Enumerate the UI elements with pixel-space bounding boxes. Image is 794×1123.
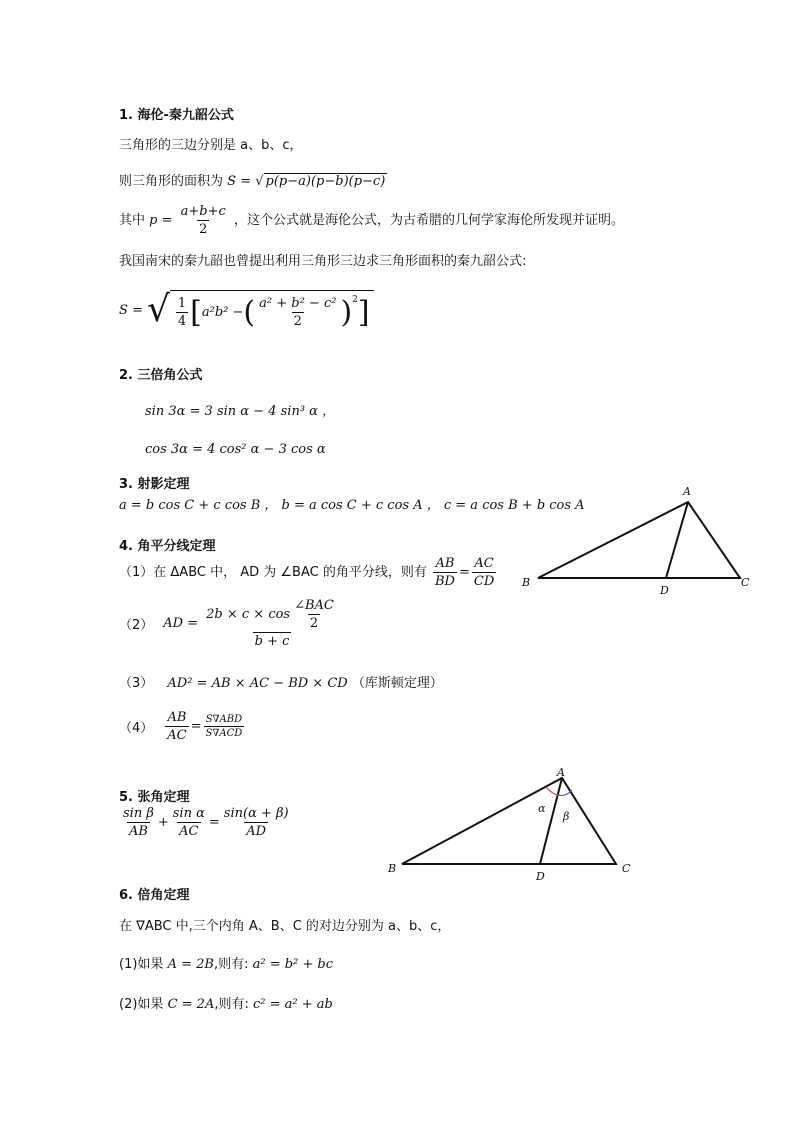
double-angle-case-1 (119, 953, 333, 972)
triple-cos-formula: cos 3α = 4 cos² α − 3 cos α (145, 442, 326, 457)
section-3-heading: 3. 射影定理 (119, 477, 190, 492)
vertex-d-label: D (660, 584, 669, 597)
area-acd: S∇ACD (205, 728, 243, 739)
ab-ac-fraction (165, 710, 188, 743)
area-ratio-fraction (204, 714, 245, 739)
ac-num: AC (474, 556, 494, 571)
triple-sin-formula: sin 3α = 3 sin α − 4 sin³ α ， (145, 404, 336, 419)
p-fraction (179, 204, 228, 237)
section-4-heading: 4. 角平分线定理 (119, 539, 216, 554)
ad-length-fraction (204, 598, 340, 649)
ad-num-prefix: 2b × c × cos (206, 607, 291, 622)
case-1-result: a² = b² + bc (252, 957, 334, 972)
item-3-label: （3） (119, 676, 154, 691)
heron-prefix: 则三角形的面积为 (119, 174, 224, 189)
half-angle-fraction (292, 598, 336, 631)
qin-inner-num: a² + b² − c² (259, 296, 337, 311)
qin-exponent: 2 (352, 295, 358, 305)
ad-den: b + c (254, 634, 290, 649)
stewart-note: （库斯顿定理） (351, 676, 443, 691)
heron-lhs: S = (227, 174, 252, 189)
ab-num-2: AB (167, 710, 187, 725)
alpha-arc (546, 787, 558, 795)
ad-lhs: AD = (163, 616, 199, 631)
qin-formula: S = √ $\frac{1}{4}$ [ a²b² − ( $\frac{\text{a² + b² − c²}}{2}$ ) $^2$ ] (119, 290, 374, 330)
vertex-a-label: A (683, 485, 691, 498)
triangle-abc (538, 502, 740, 578)
half-angle-num: ∠BAC (294, 598, 334, 613)
ab-bd-fraction (433, 556, 457, 589)
semiperimeter-note: ，这个公式就是海伦公式，为古希腊的几何学家海伦所发现并证明。 (233, 213, 624, 228)
qin-inner-den: 2 (293, 314, 302, 329)
sinb-ab-fraction (121, 806, 156, 839)
bisector-triangle-figure (510, 480, 770, 600)
vertex-a-label-2: A (557, 766, 565, 779)
semiperimeter-line (119, 204, 624, 237)
vertex-b-label-2: B (388, 862, 397, 875)
area-eq: = (190, 719, 202, 734)
double-angle-case-2 (119, 993, 333, 1012)
case-2-result: c² = a² + ab (252, 997, 333, 1012)
alpha-label: α (538, 802, 546, 815)
equals-sign: = (208, 815, 220, 830)
bisector-item-1-text: （1）在 ΔABC 中， AD 为 ∠BAC 的角平分线，则有 (119, 565, 427, 580)
case-1-mid: ,则有: (213, 957, 249, 972)
triangle-abc-2 (402, 778, 616, 864)
cevian-ad (540, 778, 562, 864)
projection-formula: a = b cos C + c cos B ， b = a cos C + c cos A ， c = a cos B + b cos A (119, 498, 585, 513)
bisector-item-1 (119, 556, 498, 589)
section-2-heading: 2. 三倍角公式 (119, 368, 203, 383)
vertex-c-label-2: C (622, 862, 631, 875)
plus-sign: + (157, 815, 169, 830)
p-denominator: 2 (199, 222, 208, 237)
sinab-ad-fraction (222, 806, 291, 839)
bisector-item-2 (119, 598, 342, 649)
sina-ac-fraction (171, 806, 207, 839)
ac-den: AC (179, 824, 199, 839)
item-4-label: （4） (119, 721, 154, 736)
qin-a2b2: a²b² − (201, 305, 244, 320)
heron-formula-line: 则三角形的面积为 S = √ p(p−a)(p−b)(p−c) (119, 174, 386, 189)
case-1-prefix: (1)如果 (119, 957, 164, 972)
semiperimeter-prefix: 其中 (119, 213, 146, 228)
ad-den-2: AD (246, 824, 267, 839)
angle-theorem-formula (119, 806, 293, 839)
ac-den-2: AC (167, 728, 187, 743)
qin-lhs: S = (119, 302, 143, 318)
section-1-line1: 三角形的三边分别是 a、b、c， (119, 138, 303, 153)
bisector-item-3 (119, 672, 443, 691)
ab-num: AB (435, 556, 455, 571)
bisector-item-4 (119, 710, 246, 743)
area-abd: S∇ABD (205, 714, 243, 725)
case-1-condition: A = 2B (167, 957, 214, 972)
case-2-mid: ,则有: (214, 997, 249, 1012)
bisector-ad (666, 502, 688, 578)
qin-quarter (176, 296, 188, 329)
section-5-heading: 5. 张角定理 (119, 790, 190, 805)
qin-quarter-den: 4 (177, 314, 187, 329)
double-angle-intro: 在 ∇ABC 中,三个内角 A、B、C 的对边分别为 a、b、c， (119, 919, 451, 934)
section-1-heading: 1. 海伦-秦九韶公式 (119, 108, 234, 123)
vertex-d-label-2: D (536, 870, 545, 883)
qin-quarter-num: 1 (177, 296, 187, 311)
section-6-heading: 6. 倍角定理 (119, 888, 190, 903)
item-2-label: （2） (119, 618, 154, 633)
ac-cd-fraction (472, 556, 496, 589)
vertex-b-label: B (522, 576, 531, 589)
bisector-eq: = (458, 565, 470, 580)
case-2-prefix: (2)如果 (119, 997, 164, 1012)
cd-den: CD (473, 574, 495, 589)
bd-den: BD (434, 574, 455, 589)
beta-label: β (563, 810, 570, 823)
stewart-formula: AD² = AB × AC − BD × CD (167, 676, 348, 691)
ab-den: AB (128, 824, 148, 839)
half-angle-den: 2 (309, 616, 319, 631)
qin-inner-fraction (257, 296, 338, 329)
qin-intro: 我国南宋的秦九韶也曾提出利用三角形三边求三角形面积的秦九韶公式: (119, 254, 527, 269)
p-symbol: p = (149, 213, 173, 228)
sina-num: sin α (172, 806, 205, 821)
heron-radicand: p(p−a)(p−b)(p−c) (265, 174, 386, 189)
vertex-c-label: C (741, 576, 750, 589)
case-2-condition: C = 2A (167, 997, 215, 1012)
angle-triangle-figure (380, 760, 640, 885)
sinab-num: sin(α + β) (223, 806, 289, 821)
p-numerator: a+b+c (180, 204, 226, 219)
sinb-num: sin β (123, 806, 154, 821)
